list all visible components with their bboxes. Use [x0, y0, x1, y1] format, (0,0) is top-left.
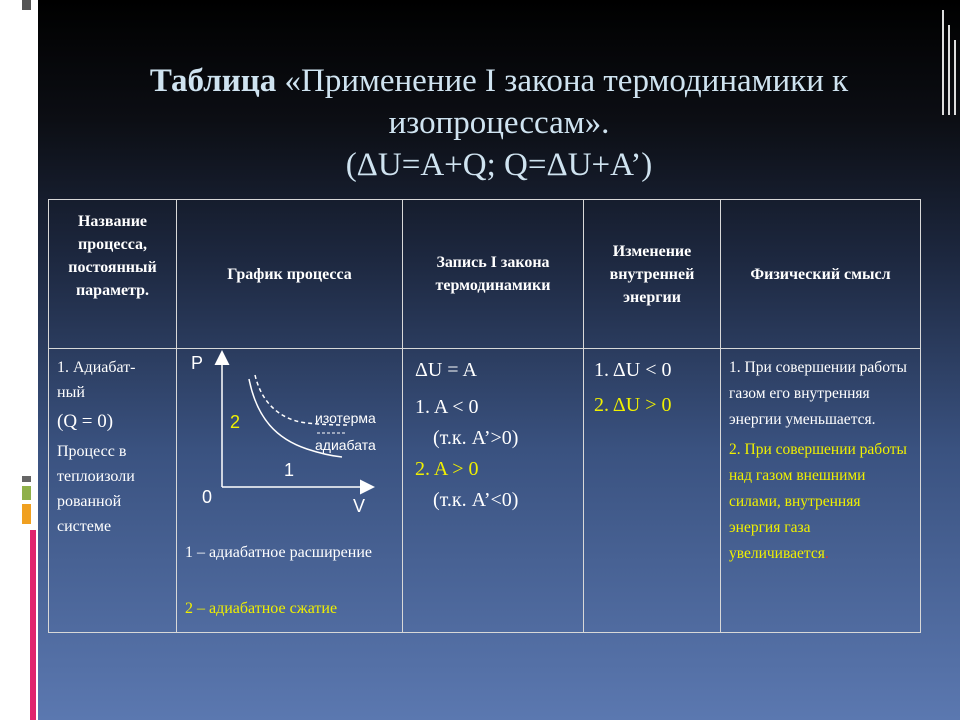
energy-line1: 1. ΔU < 0 — [594, 359, 672, 381]
process-table — [48, 199, 921, 633]
header-process-name: Название процесса, постоянный параметр. — [49, 200, 177, 349]
pv-graph — [177, 349, 403, 529]
law-line5: (т.к. A’<0) — [433, 489, 519, 511]
cell-law — [403, 349, 584, 633]
title-formula: (ΔU=A+Q; Q=ΔU+A’) — [345, 147, 653, 183]
origin-label: 0 — [202, 487, 213, 507]
header-graph: График процесса — [177, 200, 403, 349]
deco-bar-grey-top — [22, 0, 31, 10]
caption-1: 1 – адиабатное расширение — [185, 544, 372, 561]
cell-energy — [584, 349, 721, 633]
meaning-2-period: . — [824, 545, 829, 562]
curve-2-label: 2 — [230, 412, 241, 432]
energy-line2: 2. ΔU > 0 — [594, 394, 672, 416]
meaning-2 — [729, 437, 912, 567]
adiabat-label: адиабата — [315, 437, 376, 453]
deco-bar-grey — [22, 476, 31, 482]
table-row — [49, 349, 921, 633]
deco-bar-green — [22, 486, 31, 500]
axis-p-label: P — [191, 353, 204, 373]
title-rest: «Применение I закона термодинамики к — [276, 63, 849, 99]
meaning-1: 1. При совершении работы газом его внутренняя энергии уменьшается. — [729, 359, 907, 428]
law-line4: 2. A > 0 — [415, 458, 479, 480]
caption-2: 2 – адиабатное сжатие — [185, 600, 338, 617]
header-law: Запись I закона термодинамики — [403, 200, 584, 349]
law-line3: (т.к. A’>0) — [433, 427, 519, 449]
law-line2: 1. A < 0 — [415, 396, 479, 418]
name-line2: ный — [57, 384, 85, 401]
cell-process-name — [49, 349, 177, 633]
deco-bar-pink — [30, 530, 36, 720]
axis-v-label: V — [353, 496, 366, 516]
meaning-2-text: 2. При совершении работы над газом внешними силами, внутренняя энергия газа увеличивается — [729, 441, 907, 562]
title-bold: Таблица — [149, 63, 277, 99]
law-line1: ΔU = A — [415, 359, 477, 381]
name-param: (Q = 0) — [57, 411, 114, 432]
name-desc: Процесс в теплоизоли рованной системе — [57, 443, 135, 535]
cell-graph — [177, 349, 403, 633]
name-line1: 1. Адиабат- — [57, 359, 136, 376]
table-header-row — [49, 200, 921, 349]
slide — [38, 0, 960, 720]
curve-1-label: 1 — [284, 460, 295, 480]
isotherm-label: изотерма — [315, 410, 376, 426]
header-meaning: Физический смысл — [721, 200, 921, 349]
title-line2: изопроцессам». — [388, 105, 610, 141]
cell-meaning — [721, 349, 921, 633]
header-energy-change: Изменение внутренней энергии — [584, 200, 721, 349]
deco-bar-orange — [22, 504, 31, 524]
page-title — [38, 60, 960, 186]
